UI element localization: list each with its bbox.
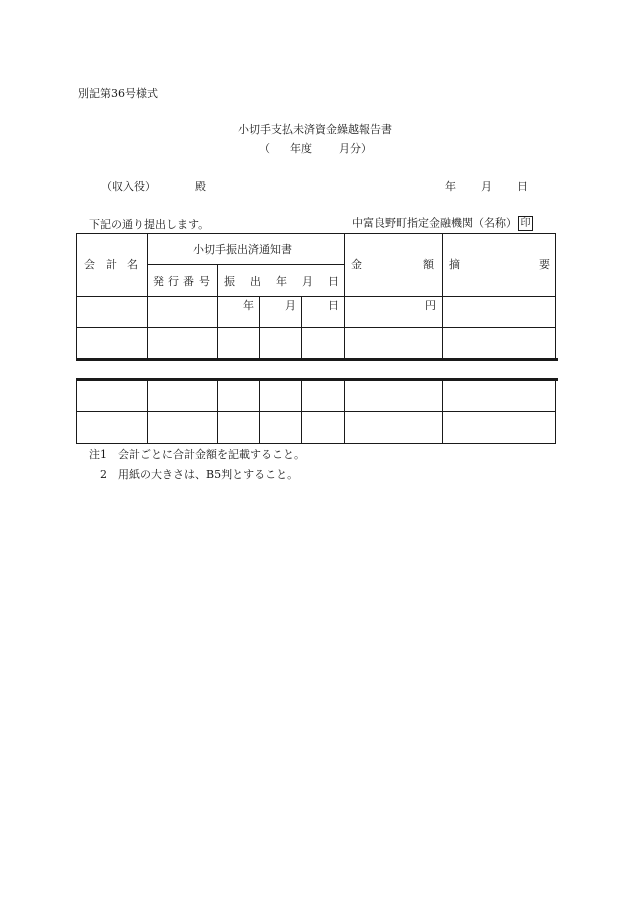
row-month-unit: 月 (285, 299, 296, 312)
header-issue-number-char: 番 (183, 275, 194, 288)
header-amount-char: 金 (351, 258, 362, 271)
header-remarks-char: 摘 (449, 258, 460, 271)
table-line (76, 381, 77, 444)
table-line (555, 381, 556, 444)
table-line (259, 381, 260, 444)
table-line (76, 443, 556, 444)
table-line (344, 381, 345, 444)
table-break-line (76, 378, 558, 381)
date-day-label: 日 (517, 180, 528, 193)
header-amount-char: 額 (423, 258, 434, 271)
seal-mark: 印 (518, 216, 533, 231)
header-issue-number-char: 号 (199, 275, 210, 288)
table-line (76, 233, 556, 234)
table-line (301, 296, 302, 358)
addressee-office: （収入役） (101, 180, 156, 193)
table-line (301, 381, 302, 444)
table-line (344, 233, 345, 358)
date-month-label: 月 (481, 180, 492, 193)
table-line (76, 411, 556, 412)
addressee-honorific: 殿 (195, 180, 206, 193)
header-issue-date-char: 年 (276, 275, 287, 288)
table-line (555, 233, 556, 358)
table-line (147, 233, 148, 358)
header-issue-number-char: 行 (168, 275, 179, 288)
table-line (442, 381, 443, 444)
row-year-unit: 年 (243, 299, 254, 312)
table-line (76, 327, 556, 328)
header-remarks-char: 要 (539, 258, 550, 271)
period-open: （ (259, 142, 270, 155)
header-issue-date-char: 月 (302, 275, 313, 288)
period-year-label: 年度 (290, 142, 312, 155)
table-line (259, 296, 260, 358)
table-line (442, 233, 443, 358)
header-issue-date-char: 出 (250, 275, 261, 288)
row-yen-unit: 円 (425, 299, 436, 312)
date-year-label: 年 (445, 180, 456, 193)
table-line (147, 264, 344, 265)
form-number: 別記第36号様式 (78, 87, 158, 100)
table-break-line (76, 358, 558, 361)
submission-statement: 下記の通り提出します。 (89, 218, 210, 231)
header-check-notice: 小切手振出済通知書 (193, 243, 292, 256)
header-issue-date-char: 振 (224, 275, 235, 288)
report-title: 小切手支払未済資金繰越報告書 (238, 123, 392, 136)
header-account-char: 会 (84, 258, 95, 271)
note-1: 注1 会計ごとに合計金額を記載すること。 (89, 448, 305, 461)
table-line (217, 381, 218, 444)
table-line (217, 264, 218, 358)
table-line (76, 233, 77, 358)
header-issue-number-char: 発 (153, 275, 164, 288)
header-issue-date-char: 日 (328, 275, 339, 288)
bank-name-label: 中富良野町指定金融機関（名称） (352, 216, 517, 230)
note-2: 2 用紙の大きさは、B5判とすること。 (100, 468, 299, 481)
period-month-label: 月分） (339, 142, 372, 155)
designated-bank (352, 216, 533, 231)
row-day-unit: 日 (328, 299, 339, 312)
header-account-char: 計 (106, 258, 117, 271)
table-line (76, 296, 556, 297)
table-line (147, 381, 148, 444)
header-account-char: 名 (127, 258, 138, 271)
